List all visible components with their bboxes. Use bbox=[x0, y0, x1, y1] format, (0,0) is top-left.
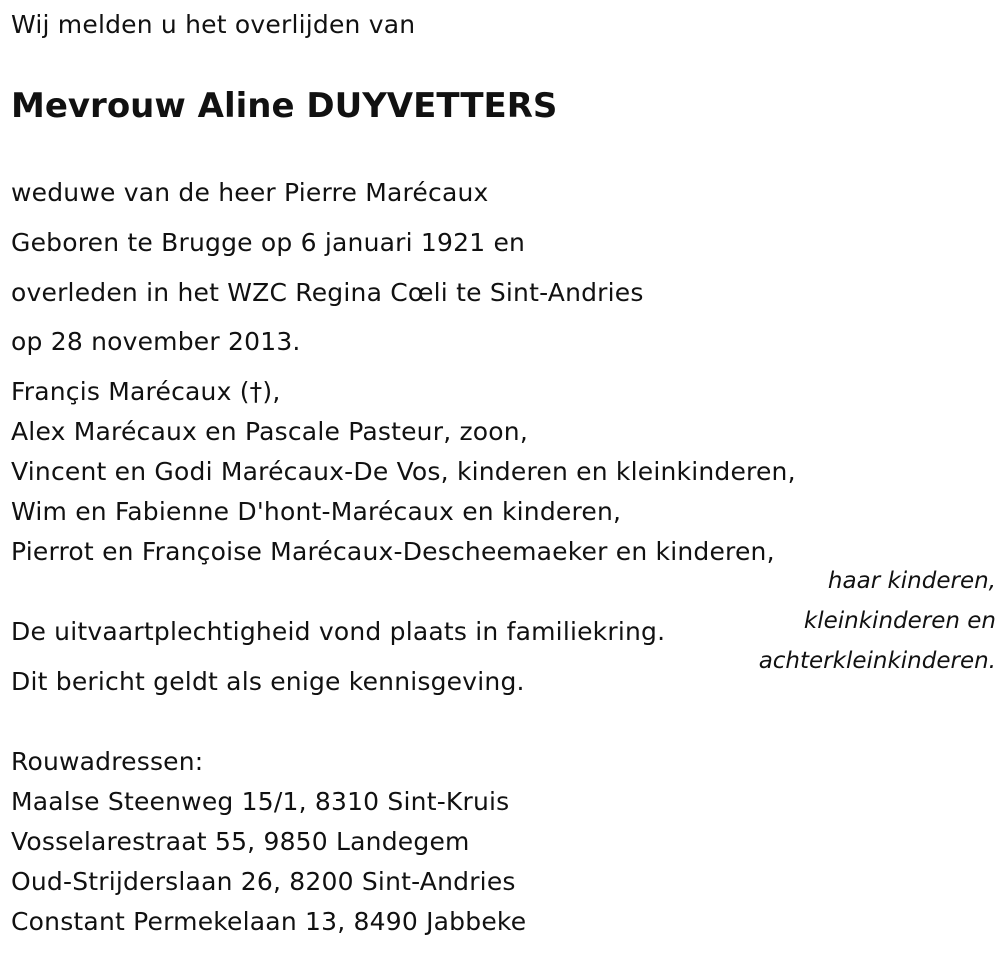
address-line: Maalse Steenweg 15/1, 8310 Sint-Kruis bbox=[11, 787, 510, 816]
family-summary-line: achterkleinkinderen. bbox=[758, 648, 996, 674]
bio-line: weduwe van de heer Pierre Marécaux bbox=[11, 178, 489, 207]
family-line: Alex Marécaux en Pascale Pasteur, zoon, bbox=[11, 417, 528, 446]
family-summary-line: kleinkinderen en bbox=[803, 608, 996, 634]
deceased-name: Mevrouw Aline DUYVETTERS bbox=[11, 86, 558, 126]
notice-line: Dit bericht geldt als enige kennisgeving. bbox=[11, 667, 525, 696]
addresses-label: Rouwadressen: bbox=[11, 747, 204, 776]
address-line: Constant Permekelaan 13, 8490 Jabbeke bbox=[11, 907, 527, 936]
bio-line: Geboren te Brugge op 6 januari 1921 en bbox=[11, 228, 526, 257]
family-line: Wim en Fabienne D'hont-Marécaux en kinderen, bbox=[11, 497, 622, 526]
family-line: Françis Marécaux (†), bbox=[11, 377, 281, 406]
address-line: Oud-Strijderslaan 26, 8200 Sint-Andries bbox=[11, 867, 516, 896]
family-summary-line: haar kinderen, bbox=[827, 568, 996, 594]
family-line: Vincent en Godi Marécaux-De Vos, kinderen en kleinkinderen, bbox=[11, 457, 796, 486]
family-summary bbox=[696, 561, 996, 681]
bio-line: overleden in het WZC Regina Cœli te Sint-Andries bbox=[11, 278, 644, 307]
family-line: Pierrot en Françoise Marécaux-Descheemaeker en kinderen, bbox=[11, 537, 775, 566]
intro-text: Wij melden u het overlijden van bbox=[11, 10, 416, 39]
bio-line: op 28 november 2013. bbox=[11, 327, 301, 356]
notice-line: De uitvaartplechtigheid vond plaats in familiekring. bbox=[11, 617, 666, 646]
address-line: Vosselarestraat 55, 9850 Landegem bbox=[11, 827, 470, 856]
